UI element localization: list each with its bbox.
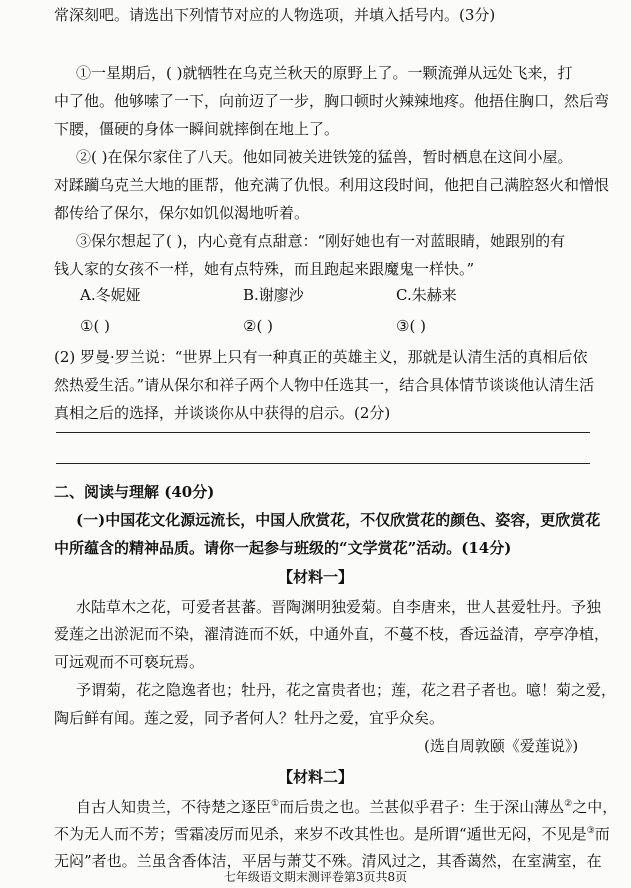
text-line	[54, 824, 610, 844]
text-line: 予谓菊，花之隐逸者也；牡丹，花之富贵者也；莲，花之君子者也。噫！菊之爱，	[76, 681, 617, 699]
material-1-title: 【材料一】	[277, 568, 353, 586]
text-line: 爱莲之出淤泥而不染，濯清涟而不妖，中通外直，不蔓不枝，香远益清，亭亭净植，	[54, 625, 610, 643]
text-line: 陶后鲜有闻。莲之爱，同予者何人？牡丹之爱，宜乎众矣。	[54, 709, 445, 727]
text-line: ①一星期后，( )就牺牲在乌克兰秋天的原野上了。一颗流弹从远处飞来，打	[76, 64, 573, 82]
option-b: B.谢廖沙	[243, 286, 304, 304]
text-line: 水陆草木之花，可爱者甚蕃。晋陶渊明独爱菊。自李唐来，世人甚爱牡丹。予独	[76, 598, 602, 616]
text-line: 都传给了保尔，保尔如饥似渴地听着。	[54, 204, 310, 222]
option-c: C.朱赫来	[396, 286, 457, 304]
question-instruction: 常深刻吧。请选出下列情节对应的人物选项，并填入括号内。(3分)	[54, 6, 496, 24]
text-line	[76, 797, 617, 817]
answer-blank-2[interactable]: ②( )	[243, 317, 273, 335]
text-line: (一)中国花文化源远流长，中国人欣赏花，不仅欣赏花的颜色、姿容，更欣赏花	[76, 511, 601, 529]
text-segment: 之中，	[572, 798, 618, 816]
answer-line-1[interactable]	[56, 432, 590, 433]
text-segment: 不为无人而不芳；雪霜凌厉而见杀，来岁不改其性也。是所谓“遁世无闷，不见是	[54, 825, 587, 843]
text-line: 对蹂躏乌克兰大地的匪帮，他充满了仇恨。利用这段时间，他把自己满腔怒火和憎恨	[54, 176, 610, 194]
text-line: 中了他。他够嗦了一下，向前迈了一步，胸口顿时火辣辣地疼。他捂住胸口，然后弯	[54, 92, 610, 110]
section-heading: 二、阅读与理解 (40分)	[54, 483, 215, 501]
text-segment: 而后贵之也。兰甚似乎君子：生于深山薄丛	[279, 798, 565, 816]
text-line: 真相之后的选择，并谈谈你从中获得的启示。(2分)	[54, 404, 391, 422]
footnote-marker-2: ②	[564, 799, 573, 809]
footnote-marker-1: ①	[271, 799, 280, 809]
text-segment: 自古人知贵兰，不待楚之逐臣	[76, 798, 272, 816]
answer-blank-3[interactable]: ③( )	[396, 317, 426, 335]
answer-line-2[interactable]	[56, 463, 590, 464]
text-line: (2) 罗曼·罗兰说：“世界上只有一种真正的英雄主义，那就是认清生活的真相后依	[54, 348, 588, 366]
text-line: ②( )在保尔家住了八天。他如同被关进铁笼的猛兽，暂时栖息在这间小屋。	[76, 148, 573, 166]
text-line: 无闷”者也。兰虽含香体洁，平居与萧艾不殊。清风过之，其香蔼然，在室满室，在	[54, 852, 602, 870]
answer-blank-1[interactable]: ①( )	[80, 317, 110, 335]
material-2-title: 【材料二】	[277, 768, 353, 786]
text-line: 中所蕴含的精神品质。请你一起参与班级的“文学赏花”活动。(14分)	[54, 539, 512, 557]
option-a: A.冬妮娅	[80, 286, 141, 304]
page-footer: 七年级语文期末测评卷第3页共8页	[223, 870, 408, 884]
text-line: 下腰，僵硬的身体一瞬间就摔倒在地上了。	[54, 120, 340, 138]
text-line: 然热爱生活。”请从保尔和祥子两个人物中任选其一，结合具体情节谈谈他认清生活	[54, 376, 595, 394]
text-line: 可远观而不可亵玩焉。	[54, 653, 205, 671]
text-line: ③保尔想起了( )，内心竟有点甜意：“刚好她也有一对蓝眼睛，她跟别的有	[76, 232, 566, 250]
text-segment: 而	[594, 825, 610, 843]
footnote-marker-3: ③	[586, 826, 595, 836]
text-line: 钱人家的女孩不一样，她有点特殊，而且跑起来跟魔鬼一样快。”	[54, 260, 475, 278]
material-1-source: (选自周敦颐《爱莲说》)	[424, 737, 579, 755]
